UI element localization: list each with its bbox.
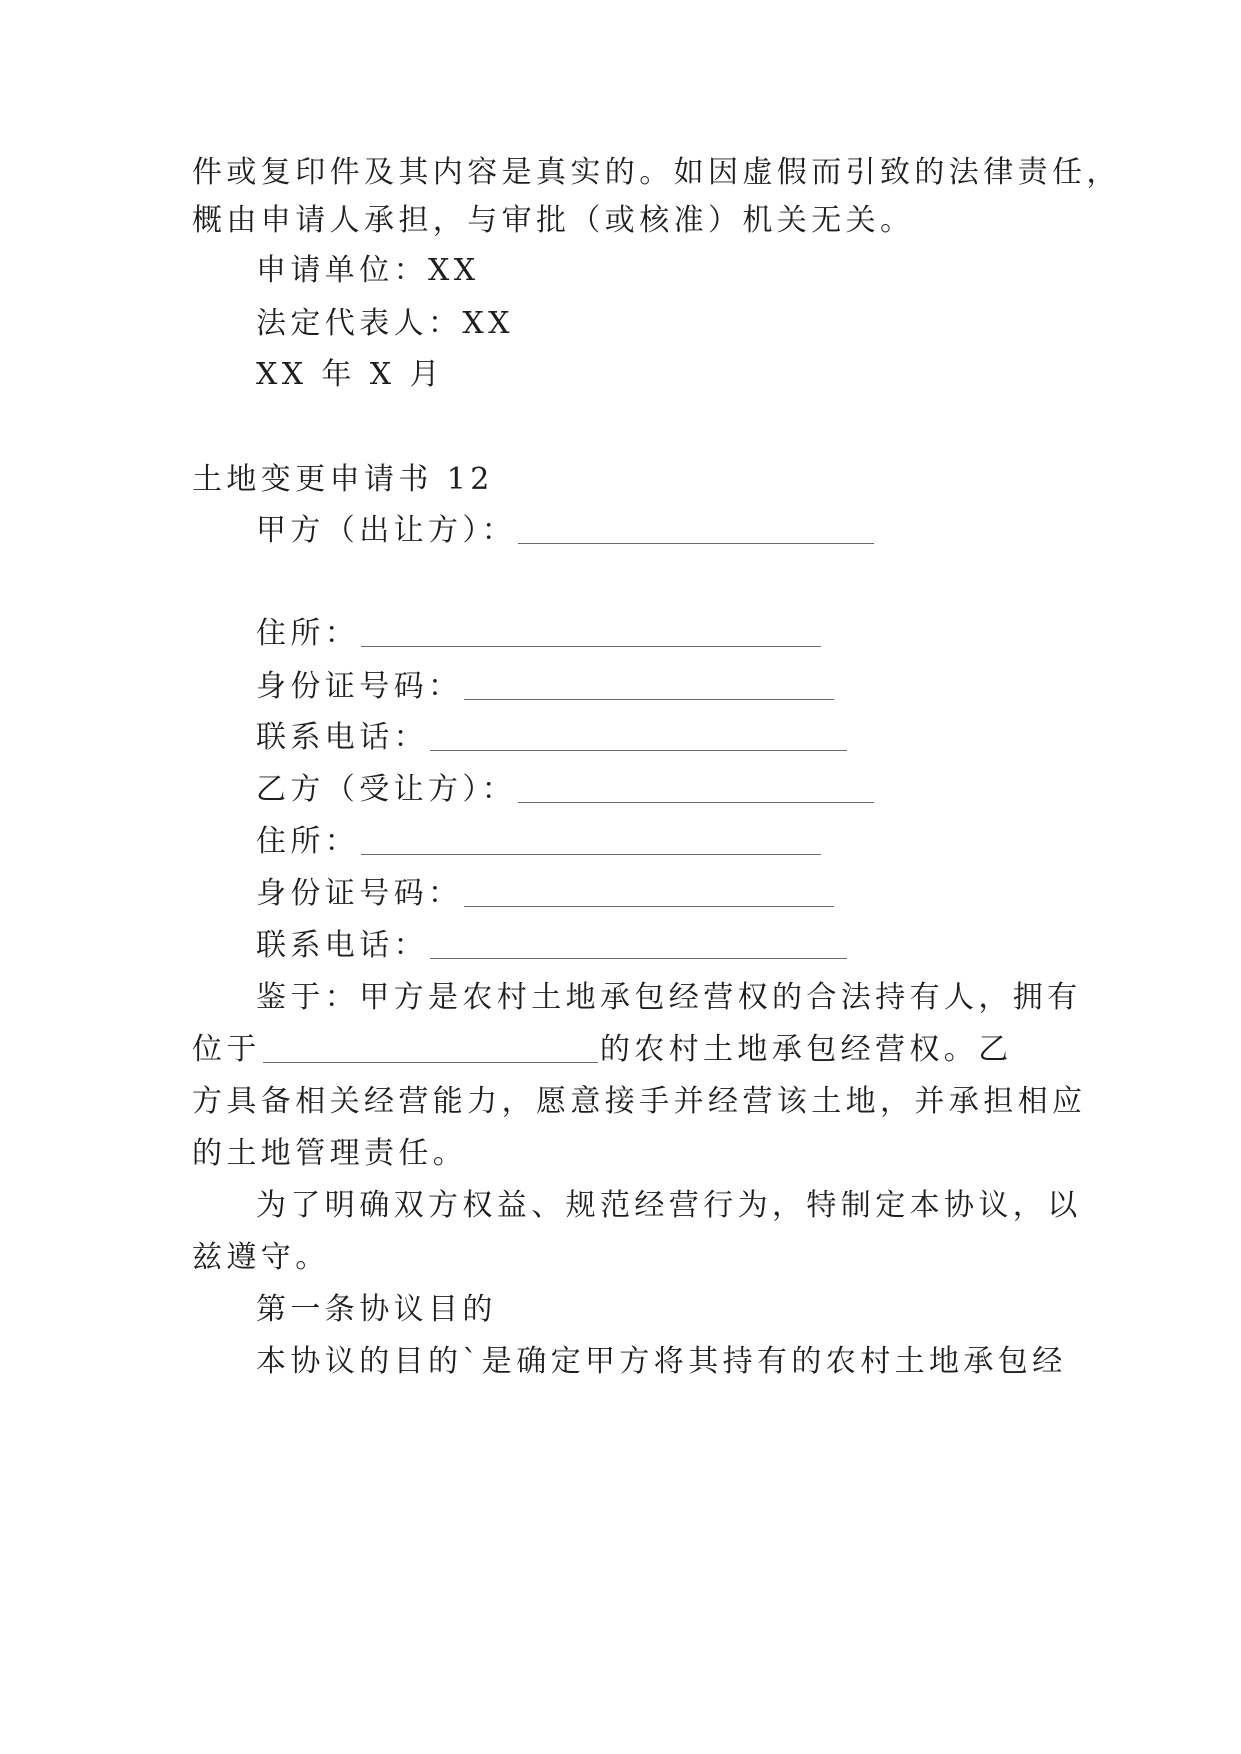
purpose-line-1: 为了明确双方权益、规范经营行为，特制定本协议，以 [256,1188,1082,1223]
applicant-unit: 申请单位：XX [256,253,480,288]
party-a-phone-blank [430,749,847,751]
legal-representative: 法定代表人：XX [256,306,514,341]
party-a-id-blank [464,698,834,700]
party-b-id-field [256,874,834,914]
party-a-phone-label: 联系电话： [256,720,428,755]
party-b-phone-field [256,926,847,966]
party-a-address-label: 住所： [256,616,360,651]
intro-line-2: 概由申请人承担，与审批（或核准）机关无关。 [192,203,915,238]
party-a-address-field [256,614,821,654]
party-a-blank [518,542,874,544]
party-a-field [256,511,874,551]
whereas-line-1: 鉴于：甲方是农村土地承包经营权的合法持有人，拥有 [256,980,1082,1015]
application-date: XX 年 X 月 [256,357,444,392]
article-1-title: 第一条协议目的 [256,1292,497,1327]
party-b-id-blank [464,905,834,907]
party-b-id-label: 身份证号码： [256,876,463,911]
party-b-blank [518,801,874,803]
article-1-line-1: 本协议的目的`是确定甲方将其持有的农村土地承包经 [256,1344,1067,1379]
party-b-phone-blank [430,957,847,959]
intro-line-1: 件或复印件及其内容是真实的。如因虚假而引致的法律责任， [192,155,1121,190]
whereas-location-suffix: 的农村土地承包经营权。乙 [599,1032,1013,1067]
party-b-phone-label: 联系电话： [256,928,428,963]
party-a-phone-field [256,718,847,758]
party-b-address-field [256,822,821,862]
party-b-address-blank [361,853,821,855]
party-b-address-label: 住所： [256,824,360,859]
whereas-line-4: 的土地管理责任。 [192,1136,468,1171]
party-a-title: 甲方（出让方）： [256,513,517,548]
party-a-id-label: 身份证号码： [256,669,463,704]
whereas-line-2 [192,1030,1013,1070]
whereas-line-3: 方具备相关经营能力，愿意接手并经营该土地，并承担相应 [192,1084,1087,1119]
party-b-title: 乙方（受让方）： [256,772,517,807]
land-location-blank [263,1061,598,1063]
section-title: 土地变更申请书 12 [192,462,494,497]
party-a-address-blank [361,645,821,647]
party-a-id-field [256,667,834,707]
whereas-location-prefix: 位于 [192,1032,261,1067]
party-b-field [256,770,874,810]
purpose-line-2: 兹遵守。 [192,1240,330,1275]
